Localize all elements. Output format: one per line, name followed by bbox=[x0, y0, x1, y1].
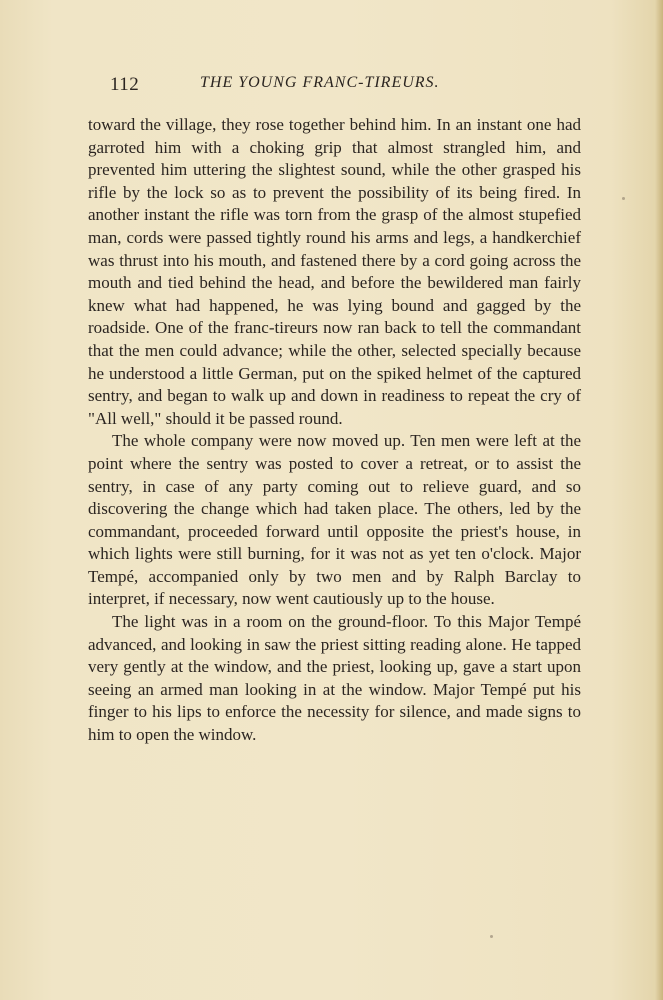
page-header bbox=[110, 74, 580, 98]
paragraph-3: The light was in a room on the ground-floor. To this Major Tempé advanced, and looking in saw the priest sitting reading alone. He tapped very gently at the window, and the priest, looking up, gave a start upon seeing an armed man looking in at the window. Major Tempé put his finger to his lips to enforce the necessity for silence, and made signs to him to open the window. bbox=[88, 612, 581, 745]
body-text bbox=[88, 114, 581, 747]
page-edge-shadow bbox=[655, 0, 663, 1000]
paragraph-2: The whole company were now moved up. Ten men were left at the point where the sentry was posted to cover a retreat, or to assist the sentry, in case of any party coming out to relieve guard, and so discovering the change which had taken place. The others, led by the commandant, proceeded forward until opposite the priest's house, in which lights were still burning, for it was not as yet ten o'clock. Major Tempé, accompanied only by two men and by Ralph Barclay to interpret, if necessary, now went cautiously up to the house. bbox=[88, 431, 581, 609]
paragraph-1: toward the village, they rose together behind him. In an instant one had garroted him with a choking grip that almost strangled him, and prevented him uttering the slightest sound, while the other grasped his rifle by the lock so as to prevent the possibility of its being fired. In another instant the rifle was torn from the grasp of the almost stupefied man, cords were passed tightly round his arms and legs, a handkerchief was thrust into his mouth, and fastened there by a cord going across the mouth and tied behind the head, and before the bewildered man fairly knew what had happened, he was lying bound and gagged by the roadside. One of the franc-tireurs now ran back to tell the commandant that the men could advance; while the other, selected specially because he understood a little German, put on the spiked helmet of the captured sentry, and began to walk up and down in readiness to repeat the cry of "All well," should it be passed round. bbox=[88, 115, 581, 428]
running-head: THE YOUNG FRANC-TIREURS. bbox=[200, 74, 440, 91]
paper-speck bbox=[490, 935, 493, 938]
page-number: 112 bbox=[110, 74, 140, 95]
paper-speck bbox=[622, 197, 625, 200]
